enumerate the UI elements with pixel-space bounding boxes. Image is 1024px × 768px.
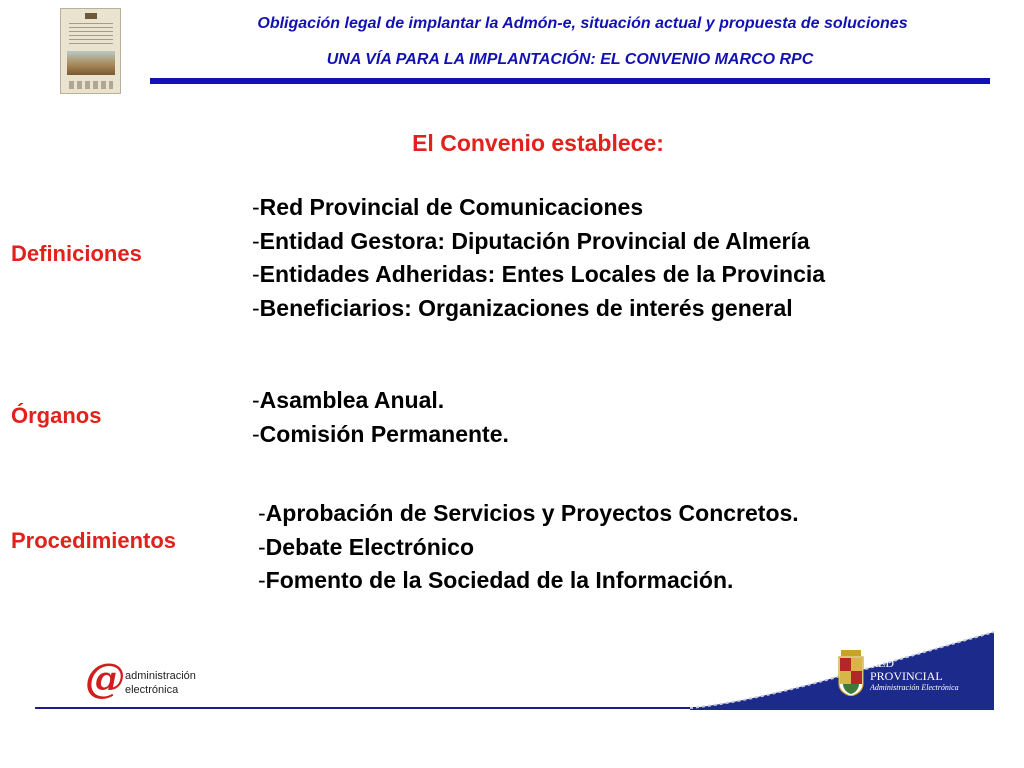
red-provincial-logo-text: RED PROVINCIAL Administración Electrónica bbox=[870, 656, 959, 692]
list-item: -Aprobación de Servicios y Proyectos Concretos. bbox=[258, 500, 799, 526]
administracion-electronica-logo: @ administración electrónica bbox=[85, 655, 196, 702]
list-item: -Debate Electrónico bbox=[258, 533, 475, 560]
list-item: -Entidad Gestora: Diputación Provincial de Almería bbox=[252, 227, 810, 254]
book-cover-thumbnail bbox=[60, 8, 121, 94]
section-label-procedimientos: Procedimientos bbox=[11, 528, 177, 553]
list-item: -Comisión Permanente. bbox=[252, 420, 509, 447]
list-item: -Entidades Adheridas: Entes Locales de la Provincia bbox=[252, 261, 826, 287]
section-label-definiciones: Definiciones bbox=[11, 241, 142, 266]
list-item: -Asamblea Anual. bbox=[252, 387, 445, 413]
section-label-organos: Órganos bbox=[11, 403, 102, 428]
coat-of-arms-icon bbox=[838, 650, 864, 696]
procedimientos-list bbox=[258, 497, 799, 598]
presentation-subtitle: UNA VÍA PARA LA IMPLANTACIÓN: EL CONVENIO MARCO RPC bbox=[326, 51, 814, 68]
slide-heading: El Convenio establece: bbox=[412, 130, 664, 156]
list-item: -Red Provincial de Comunicaciones bbox=[252, 194, 644, 220]
header-divider bbox=[150, 78, 990, 84]
organos-list bbox=[252, 384, 509, 451]
list-item: -Fomento de la Sociedad de la Información. bbox=[258, 567, 734, 593]
list-item: -Beneficiarios: Organizaciones de interés general bbox=[252, 294, 793, 321]
at-sign-icon: @ bbox=[85, 655, 125, 702]
definiciones-list bbox=[252, 191, 825, 325]
presentation-title: Obligación legal de implantar la Admón-e, situación actual y propuesta de soluciones bbox=[257, 15, 908, 32]
